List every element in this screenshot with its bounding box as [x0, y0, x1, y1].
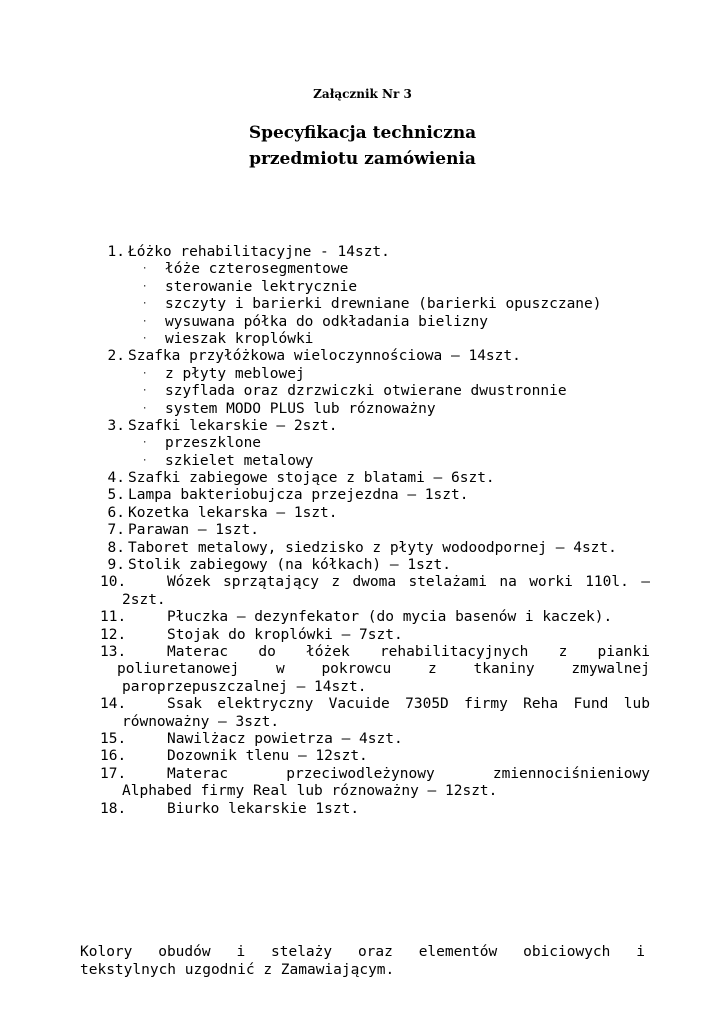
word: Wózek	[167, 574, 211, 591]
item-number: 16.	[100, 748, 127, 765]
item-text: paroprzepuszczalnej – 14szt.	[122, 678, 367, 695]
item-number: 15.	[100, 730, 127, 747]
word: przeciwodleżynowy	[286, 765, 435, 782]
word: Reha	[523, 696, 559, 713]
item-number: 5.	[107, 487, 125, 504]
sub-item	[95, 383, 650, 400]
word: zmiennociśnieniowy	[492, 765, 650, 782]
item-number: 3.	[107, 417, 125, 434]
word: tkaniny	[473, 661, 535, 678]
word: do	[258, 643, 276, 660]
word: z	[331, 574, 341, 591]
bullet-icon: ·	[142, 368, 148, 379]
item-text-justified	[117, 661, 650, 678]
bullet-icon: ·	[142, 438, 148, 449]
word: zmywalnej	[571, 661, 650, 678]
word: Materac	[167, 643, 229, 660]
item-text: Szafki zabiegowe stojące z blatami – 6szt.	[128, 470, 495, 487]
word: lub	[623, 696, 650, 713]
item-text: Stojak do kroplówki – 7szt.	[167, 626, 403, 643]
item-text: 2szt.	[122, 591, 166, 608]
item-number: 12.	[100, 626, 127, 643]
item-text-justified	[167, 574, 650, 591]
footer-line-1	[80, 943, 645, 961]
item-text-justified	[167, 766, 650, 783]
word: Ssak	[167, 696, 202, 713]
sub-item-text: łóże czterosegmentowe	[165, 261, 349, 278]
word: Vacuide	[328, 696, 390, 713]
bullet-icon: ·	[142, 281, 148, 292]
word: i	[236, 944, 246, 960]
item-text: Dozownik tlenu – 12szt.	[167, 748, 368, 765]
word: 7305D	[405, 696, 449, 713]
sub-item	[95, 401, 650, 418]
item-text: Stolik zabiegowy (na kółkach) – 1szt.	[128, 557, 452, 574]
footer-note	[80, 943, 645, 979]
document-title	[0, 120, 725, 172]
item-text: Płuczka – dezynfekator (do mycia basenów i kaczek).	[167, 609, 613, 626]
word: firmy	[464, 696, 508, 713]
item-number: 2.	[107, 348, 125, 365]
item-text: Parawan – 1szt.	[128, 522, 259, 539]
title-line-2: przedmiotu zamówienia	[249, 149, 476, 169]
item-text-justified	[167, 644, 650, 661]
list-item	[95, 574, 650, 591]
list-item	[95, 609, 650, 626]
specification-list	[95, 244, 650, 818]
list-item	[95, 522, 650, 539]
sub-item	[95, 366, 650, 383]
list-item	[95, 244, 650, 261]
bullet-icon: ·	[142, 316, 148, 327]
word: worki	[529, 574, 573, 591]
list-item	[95, 731, 650, 748]
item-text: Biurko lekarskie 1szt.	[167, 800, 360, 817]
item-number: 14.	[100, 696, 127, 713]
word: z	[428, 661, 437, 678]
item-number: 1.	[107, 244, 125, 260]
word: stelażami	[408, 574, 488, 591]
item-number: 18.	[100, 800, 127, 817]
word: pianki	[597, 643, 650, 660]
item-text: Kozetka lekarska – 1szt.	[128, 504, 338, 521]
item-number: 17.	[100, 765, 127, 782]
item-text: Szafka przyłóżkowa wieloczynnościowa – 14szt.	[128, 348, 521, 365]
item-text: Lampa bakteriobujcza przejezdna – 1szt.	[128, 487, 469, 504]
word: sprzątający	[223, 574, 320, 591]
bullet-icon: ·	[142, 264, 148, 275]
list-item	[95, 418, 650, 435]
item-number: 11.	[100, 609, 127, 626]
list-item	[95, 696, 650, 713]
item-number: 9.	[107, 557, 125, 574]
word: Materac	[167, 765, 229, 782]
bullet-icon: ·	[142, 455, 148, 466]
item-text: Alphabed firmy Real lub róznoważny – 12szt.	[122, 783, 498, 800]
word: elementów	[418, 944, 498, 960]
item-number: 13.	[100, 643, 127, 660]
word: w	[275, 661, 285, 678]
bullet-icon: ·	[142, 386, 148, 397]
sub-item	[95, 296, 650, 313]
title-line-1: Specyfikacja techniczna	[248, 123, 477, 143]
item-text: Taboret metalowy, siedzisko z płyty wodoodpornej – 4szt.	[128, 539, 617, 556]
list-item	[95, 627, 650, 644]
list-item	[95, 505, 650, 522]
item-text: Łóżko rehabilitacyjne - 14szt.	[128, 244, 390, 260]
word: Fund	[573, 696, 609, 713]
word: Kolory	[80, 944, 133, 960]
word: na	[499, 574, 517, 591]
sub-item-text: szkielet metalowy	[165, 452, 314, 469]
word: elektryczny	[217, 696, 314, 713]
sub-item-text: z płyty meblowej	[165, 365, 305, 382]
sub-item	[95, 453, 650, 470]
sub-item-text: system MODO PLUS lub róznoważny	[165, 400, 436, 417]
sub-item	[95, 279, 650, 296]
sub-item	[95, 261, 650, 278]
item-number: 4.	[107, 470, 125, 487]
sub-item-text: sterowanie lektrycznie	[165, 278, 358, 295]
list-item	[95, 557, 650, 574]
word: pokrowcu	[321, 661, 392, 678]
list-item-continuation	[95, 783, 650, 800]
word: dwoma	[352, 574, 397, 591]
item-text: równoważny – 3szt.	[122, 713, 280, 730]
list-item	[95, 644, 650, 661]
sub-item-text: przeszklone	[165, 435, 262, 452]
item-text: Nawilżacz powietrza – 4szt.	[167, 730, 403, 747]
bullet-icon: ·	[142, 333, 148, 344]
sub-item-text: wieszak kroplówki	[165, 330, 314, 347]
list-item	[95, 470, 650, 487]
list-item	[95, 766, 650, 783]
word: 110l.	[585, 574, 629, 591]
list-item-continuation	[95, 592, 650, 609]
list-item	[95, 348, 650, 365]
word: i	[636, 944, 645, 960]
word: stelaży	[271, 944, 333, 960]
sub-item-text: szyflada oraz dzrzwiczki otwierane dwustronnie	[165, 383, 567, 400]
word: łóżek	[306, 643, 350, 660]
word: poliuretanowej	[117, 661, 240, 678]
list-item	[95, 748, 650, 765]
sub-item	[95, 331, 650, 348]
word: z	[558, 643, 568, 660]
list-item	[95, 540, 650, 557]
list-item	[95, 487, 650, 504]
word: obiciowych	[523, 944, 611, 960]
word: rehabilitacyjnych	[379, 643, 529, 660]
word: oraz	[357, 944, 393, 960]
list-item-continuation	[95, 679, 650, 696]
item-number: 8.	[107, 539, 125, 556]
item-number: 10.	[100, 574, 127, 591]
item-number: 7.	[107, 522, 125, 539]
footer-line-2: tekstylnych uzgodnić z Zamawiającym.	[80, 962, 395, 978]
sub-item-text: szczyty i barierki drewniane (barierki opuszczane)	[165, 296, 602, 313]
sub-item	[95, 435, 650, 452]
list-item-continuation	[95, 661, 650, 678]
annex-label: Załącznik Nr 3	[313, 87, 412, 101]
word: –	[641, 574, 650, 591]
word: obudów	[158, 944, 211, 960]
list-item-continuation	[95, 714, 650, 731]
item-number: 6.	[107, 504, 125, 521]
sub-item-text: wysuwana półka do odkładania bielizny	[165, 313, 489, 330]
item-text-justified	[167, 696, 650, 713]
sub-item	[95, 314, 650, 331]
bullet-icon: ·	[142, 299, 148, 310]
bullet-icon: ·	[142, 403, 148, 414]
list-item	[95, 801, 650, 818]
item-text: Szafki lekarskie – 2szt.	[128, 417, 338, 434]
